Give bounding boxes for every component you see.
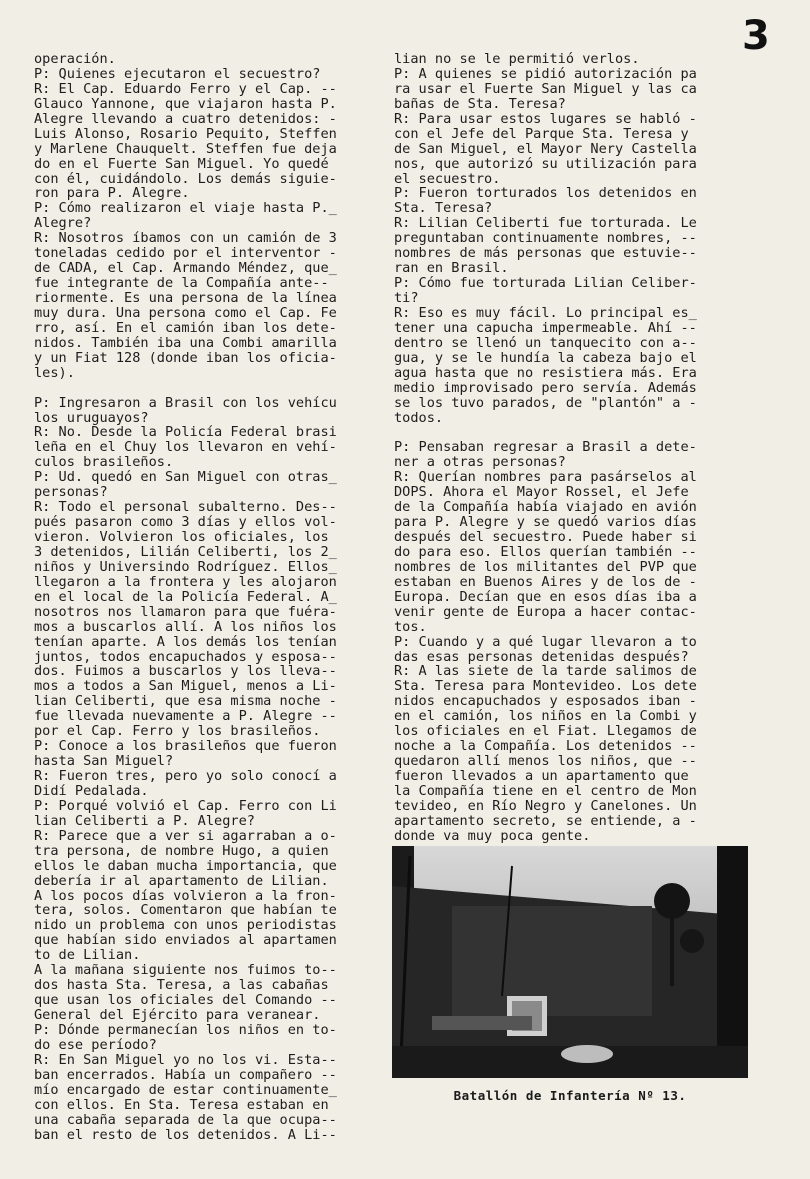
right-column-line: agua hasta que no resistiera más. Era — [394, 365, 697, 381]
text-column-right — [394, 52, 742, 844]
left-column-line: Glauco Yannone, que viajaron hasta P. — [34, 96, 337, 112]
left-column-line: lian Celiberti, que esa misma noche - — [34, 694, 337, 710]
left-column-line: P: Ingresaron a Brasil con los vehícu — [34, 395, 337, 411]
left-column-line: dos hasta Sta. Teresa, a las cabañas — [34, 978, 329, 994]
right-column-line: noche a la Compañía. Los detenidos -- — [394, 739, 697, 755]
left-column-line: dos. Fuimos a buscarlos y los lleva-- — [34, 664, 337, 680]
left-column-line: General del Ejército para veranear. — [34, 1008, 321, 1023]
photo-battalion-building-icon — [392, 846, 748, 1078]
right-column-line: nidos encapuchados y esposados iban - — [394, 694, 697, 710]
right-column-line: todos. — [394, 410, 444, 426]
left-column-line: debería ir al apartamento de Lilian. — [34, 873, 329, 889]
left-column-line: operación. — [34, 52, 116, 67]
left-column-line: nidos. También iba una Combi amarilla — [34, 335, 337, 351]
right-column-line: nombres de los militantes del PVP que — [394, 559, 697, 575]
right-column-line: de la Compañía había viajado en avión — [394, 500, 697, 516]
left-column-line: de CADA, el Cap. Armando Méndez, que_ — [34, 261, 337, 277]
left-column-line: R: El Cap. Eduardo Ferro y el Cap. -- — [34, 81, 337, 97]
left-column-line: nido un problema con unos periodistas — [34, 918, 337, 934]
left-column-line: ron para P. Alegre. — [34, 186, 190, 202]
left-column-line: R: No. Desde la Policía Federal brasi — [34, 425, 337, 441]
right-column-line: lian no se le permitió verlos. — [394, 52, 640, 67]
left-column-line: y un Fiat 128 (donde iban los oficia- — [34, 350, 337, 366]
left-column-line: mos a todos a San Miguel, menos a Li- — [34, 679, 337, 695]
right-column-line: gua, y se le hundía la cabeza bajo el — [394, 350, 697, 366]
right-column-line: en el camión, los niños en la Combi y — [394, 709, 697, 725]
right-column-line: quedaron allí menos los niños, que -- — [394, 754, 697, 769]
right-column-line: Sta. Teresa para Montevideo. Los dete — [394, 679, 697, 695]
right-column-line: la Compañía tiene en el centro de Mon — [394, 783, 697, 799]
photo-caption: Batallón de Infantería Nº 13. — [453, 1088, 687, 1103]
battalion-photo — [392, 846, 748, 1078]
right-column-line: ner a otras personas? — [394, 455, 566, 471]
right-column-line: P: Cómo fue torturada Lilian Celiber- — [394, 276, 697, 291]
left-column-line: Luis Alonso, Rosario Pequito, Steffen — [34, 126, 337, 142]
right-column-line: R: Eso es muy fácil. Lo principal es_ — [394, 305, 697, 321]
left-column-line: Alegre llevando a cuatro detenidos: - — [34, 111, 337, 127]
left-column-line: con él, cuidándolo. Los demás siguie- — [34, 171, 337, 187]
left-column-line: toneladas cedido por el interventor - — [34, 246, 337, 262]
left-column-line: P: Conoce a los brasileños que fueron — [34, 739, 337, 755]
left-column-line: personas? — [34, 485, 108, 501]
right-column-line: R: Para usar estos lugares se habló - — [394, 111, 697, 127]
right-column-line: do para eso. Ellos querían también -- — [394, 544, 697, 560]
left-column-line: una cabaña separada de la que ocupa-- — [34, 1112, 337, 1128]
left-column-line: A la mañana siguiente nos fuimos to-- — [34, 963, 337, 979]
left-column-line: tra persona, de nombre Hugo, a quien — [34, 843, 329, 859]
right-column-line: ran en Brasil. — [394, 261, 509, 277]
right-column-line: Europa. Decían que en esos días iba a — [394, 589, 697, 605]
left-column-line: Didí Pedalada. — [34, 783, 149, 799]
right-column-line: das esas personas detenidas después? — [394, 649, 689, 665]
right-column-line: Sta. Teresa? — [394, 201, 493, 217]
right-column-line: tevideo, en Río Negro y Canelones. Un — [394, 798, 697, 814]
left-column-line: P: Cómo realizaron el viaje hasta P._ — [34, 201, 337, 217]
right-column-line: R: Lilian Celiberti fue torturada. Le — [394, 216, 697, 232]
left-column-line: R: En San Miguel yo no los vi. Esta-- — [34, 1052, 337, 1068]
right-column-line: P: Pensaban regresar a Brasil a dete- — [394, 440, 697, 456]
left-column-line: lian Celiberti a P. Alegre? — [34, 813, 255, 829]
left-column-line — [34, 381, 386, 396]
right-column-line: después del secuestro. Puede haber si — [394, 530, 697, 545]
right-column-line: dentro se llenó un tanquecito con a-- — [394, 335, 697, 351]
right-column-line — [394, 425, 742, 440]
left-column-line: fue llevada nuevamente a P. Alegre -- — [34, 709, 337, 725]
left-column-line: do ese período? — [34, 1037, 157, 1053]
left-column-line: riormente. Es una persona de la línea — [34, 291, 337, 306]
right-column-line: ra usar el Fuerte San Miguel y las ca — [394, 81, 697, 97]
left-column-line: llegaron a la frontera y les alojaron — [34, 574, 337, 590]
right-column-line: R: A las siete de la tarde salimos de — [394, 664, 697, 680]
left-column-line: ban encerrados. Había un compañero -- — [34, 1067, 337, 1083]
left-column-line: tera, solos. Comentaron que habían te — [34, 903, 337, 919]
right-column-line: los oficiales en el Fiat. Llegamos de — [394, 724, 697, 740]
right-column-line: tos. — [394, 619, 427, 635]
left-column-line: tenían aparte. A los demás los tenían — [34, 634, 337, 650]
left-column-line: leña en el Chuy los llevaron en vehí- — [34, 440, 337, 456]
right-column-line: medio improvisado pero servía. Además — [394, 380, 697, 396]
right-column-line: para P. Alegre y se quedó varios días — [394, 515, 697, 530]
text-column-left — [34, 52, 386, 1142]
left-column-line: P: Ud. quedó en San Miguel con otras_ — [34, 470, 337, 486]
right-column-line: estaban en Buenos Aires y de los de - — [394, 574, 697, 590]
right-column-line: se los tuvo parados, de "plantón" a - — [394, 395, 697, 411]
right-column-line: con el Jefe del Parque Sta. Teresa y — [394, 126, 689, 142]
right-column-line: DOPS. Ahora el Mayor Rossel, el Jefe — [394, 485, 689, 501]
left-column-line: les). — [34, 365, 75, 381]
left-column-line: do en el Fuerte San Miguel. Yo quedé — [34, 156, 329, 172]
right-column-line: preguntaban continuamente nombres, -- — [394, 231, 697, 247]
left-column-line: R: Fueron tres, pero yo solo conocí a — [34, 769, 337, 784]
left-column-line: to de Lilian. — [34, 948, 141, 964]
right-column-line: ti? — [394, 291, 419, 306]
left-column-line: los uruguayos? — [34, 410, 149, 426]
right-column-line: P: Fueron torturados los detenidos en — [394, 186, 697, 202]
left-column-line: mos a buscarlos allí. A los niños los — [34, 619, 337, 635]
left-column-line: R: Nosotros íbamos con un camión de 3 — [34, 231, 337, 247]
left-column-line: R: Parece que a ver si agarraban a o- — [34, 828, 337, 844]
right-column-line: de San Miguel, el Mayor Nery Castella — [394, 141, 697, 157]
left-column-line: por el Cap. Ferro y los brasileños. — [34, 724, 321, 740]
left-column-line: P: Dónde permanecían los niños en to- — [34, 1022, 337, 1038]
left-column-line: fue integrante de la Compañía ante-- — [34, 276, 329, 291]
left-column-line: mío encargado de estar continuamente_ — [34, 1082, 337, 1098]
left-column-line: en el local de la Policía Federal. A_ — [34, 589, 337, 605]
right-column-line: tener una capucha impermeable. Ahí -- — [394, 320, 697, 336]
left-column-line: muy dura. Una persona como el Cap. Fe — [34, 305, 337, 321]
left-column-line: 3 detenidos, Lilián Celiberti, los 2_ — [34, 544, 337, 560]
left-column-line: nosotros nos llamaron para que fuéra- — [34, 604, 337, 620]
right-column-line: apartamento secreto, se entiende, a - — [394, 813, 697, 829]
left-column-line: Alegre? — [34, 216, 92, 232]
left-column-line: vieron. Volvieron los oficiales, los — [34, 530, 329, 545]
right-column-line: bañas de Sta. Teresa? — [394, 96, 566, 112]
left-column-line: niños y Universindo Rodríguez. Ellos_ — [34, 559, 337, 575]
right-column-line: P: A quienes se pidió autorización pa — [394, 66, 697, 82]
left-column-line: con ellos. En Sta. Teresa estaban en — [34, 1097, 329, 1113]
right-column-line: donde va muy poca gente. — [394, 828, 591, 844]
left-column-line: que habían sido enviados al apartamen — [34, 933, 337, 949]
left-column-line: hasta San Miguel? — [34, 754, 174, 769]
left-column-line: y Marlene Chauquelt. Steffen fue deja — [34, 141, 337, 157]
left-column-line: P: Porqué volvió el Cap. Ferro con Li — [34, 798, 337, 814]
left-column-line: que usan los oficiales del Comando -- — [34, 993, 337, 1008]
right-column-line: venir gente de Europa a hacer contac- — [394, 604, 697, 620]
left-column-line: pués pasaron como 3 días y ellos vol- — [34, 515, 337, 530]
left-column-line: ban el resto de los detenidos. A Li-- — [34, 1127, 337, 1143]
right-column-line: nombres de más personas que estuvie-- — [394, 246, 697, 262]
left-column-line: rro, así. En el camión iban los dete- — [34, 320, 337, 336]
left-column-line: R: Todo el personal subalterno. Des-- — [34, 500, 337, 516]
left-column-line: P: Quienes ejecutaron el secuestro? — [34, 66, 321, 82]
left-column-line: ellos le daban mucha importancia, que — [34, 858, 337, 874]
left-column-line: juntos, todos encapuchados y esposa-- — [34, 649, 337, 665]
left-column-line: culos brasileños. — [34, 455, 174, 471]
page-number: 3 — [742, 13, 770, 59]
right-column-line: fueron llevados a un apartamento que — [394, 769, 689, 784]
right-column-line: el secuestro. — [394, 171, 501, 187]
left-column-line: A los pocos días volvieron a la fron- — [34, 888, 337, 904]
right-column-line: R: Querían nombres para pasárselos al — [394, 470, 697, 486]
right-column-line: nos, que autorizó su utilización para — [394, 156, 697, 172]
right-column-line: P: Cuando y a qué lugar llevaron a to — [394, 634, 697, 650]
